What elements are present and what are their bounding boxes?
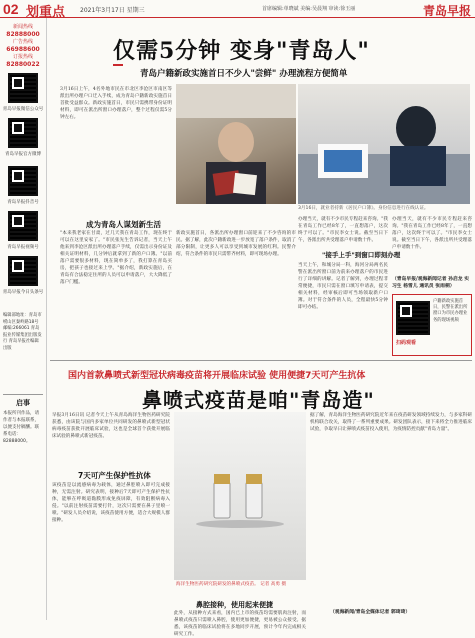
article2-subheading-2: 鼻腔接种，使用起来便捷 [196, 601, 273, 609]
douyin-qr-code[interactable] [8, 166, 38, 196]
editors: 首席编辑:单晓斌 美编:吴晨翔 审读:徐玉丽 [262, 6, 356, 12]
qr-label-video: 青岛早报视频号 [7, 245, 39, 250]
vaccine-vials-image [174, 412, 306, 580]
video-qr-code[interactable] [396, 301, 430, 335]
person-with-documents-image [176, 84, 296, 204]
hotline-subscribe-label: 订报热线 [12, 54, 33, 60]
vaccine-photo [174, 412, 306, 580]
issue-date: 2021年3月17日 星期三 [80, 7, 145, 14]
newspaper-logo: 青岛早报 [422, 4, 471, 18]
sidebar-divider [3, 394, 43, 395]
article1-column-1: "本来我老家在甘肃，过几天我在青岛工作，现在终于可以在这里安家了。"市民张先生告诉记者，当天上午他来到李沧区派出所办理落户手续，仅需出示身份证及相关证明材料，几分钟后就拿到了新的户口簿。"以前落户需要很多材料，现在简单多了，我打算在青岛买房，把孩子也接过来上学。"据介绍，新政实施后，在青岛有合法稳定住所的人员可以申请落户，大大降低了落户门槛。 [60, 231, 172, 285]
article1-column-3: 当天上午，和城分局一科，海河分局两名民警在派出所窗口前为前来办理落户的市民进行了详细的讲解。记者了解到，办理过程非常便捷，市民只需在窗口填写申请表，提交相关材料，经审核后即可当场领取新户口簿。对于符合条件的人员，全程最快5分钟即可办结。 [298, 263, 388, 310]
police-counter-image [298, 84, 470, 204]
qr-label-wechat: 青岛早报微信公众号 [2, 107, 44, 112]
article2-column-2: 此外，从接种方式来看，国内已上市的疫苗均需要肌肉注射，而鼻喷式疫苗只需喷入鼻腔，使用更加便捷，更易被公众接受。据悉，该疫苗的临床试验将在多地同步开展，预计今年内完成相关研究工作。 [174, 611, 306, 637]
article1-subheading-1: 成为青岛人谋划新生活 [86, 220, 161, 229]
article2-title: 鼻喷式疫苗是咱"青岛造" [142, 388, 375, 412]
article1-photo-right [298, 84, 470, 204]
article2-lead: 早报3月16日讯 记者今天上午从青岛海洋生物医药研究院获悉，由该院与国内多家单位共同研发的鼻喷式新型冠状病毒疫苗获批开展临床试验，这也是全球首个获批开展临床试验的鼻喷式新冠疫苗。 [52, 413, 170, 439]
video-scan-box [392, 294, 472, 356]
page-number: 02 [3, 1, 19, 17]
notice-title: 启事 [16, 399, 30, 407]
article2-byline: （观海新闻/青岛全媒体记者 郭琦琦） [330, 610, 411, 615]
scan-hint: 扫码观看 [396, 340, 417, 346]
hotline-ads-number: 66988600 [6, 46, 40, 53]
title-accent-line [113, 64, 123, 66]
qr-label-douyin: 青岛早报抖音号 [7, 200, 39, 205]
article2-column-1: 该疫苗是以流感病毒为载体，通过鼻腔喷入即可完成接种，无需注射。研究表明，接种后7天即可产生保护性抗体，能够在呼吸道黏膜形成免疫屏障，有效阻断病毒入侵。"以前注射疫苗需要打针，这次只需要在鼻子里喷一喷。"研发人员介绍说，该疫苗使用方便，适合大规模人群接种。 [52, 483, 170, 523]
hotline-news-number: 82888000 [6, 31, 40, 38]
publisher-info: 编辑部地址：青岛市崂山区秦岭路18号 邮编:266061 青岛报业传媒集团出版发行 青岛早报社编辑出版 [3, 313, 42, 351]
wechat-qr-code[interactable] [8, 73, 38, 103]
article1-lead: 3月16日上午，4名外地市民在市北区李沧区市南区等派出所办理户口迁入手续，成为青岛户籍新政实施首日首批受益群众。新政实施首日，市民只需携带身份证明材料，即可在派出所窗口办理落户，整个过程仅需5分钟左右。 [60, 87, 172, 120]
scan-description: 户籍新政实施首日，民警在派出所窗口为市民办理业务的现场视频 [433, 299, 468, 323]
article-divider [50, 360, 472, 361]
article1-title: 仅需5分钟 变身"青岛人" [113, 38, 370, 64]
article1-column-2: 新政实施首日，各派出所办理窗口前迎来了不少咨询的市民。据了解，此次户籍新政进一步放宽了落户条件，取消了部分限制，让更多人可以享受到城市发展的红利。民警介绍，符合条件的市民只需带齐材料，即可现场办理。 [176, 231, 296, 257]
sidebar [0, 18, 47, 620]
toutiao-qr-code[interactable] [8, 256, 38, 286]
article2-kicker: 国内首款鼻喷式新型冠状病毒疫苗将开展临床试验 使用便捷7天可产生抗体 [68, 371, 366, 381]
article2-subheading-1: 7天可产生保护性抗体 [78, 471, 151, 480]
notice-text: 本报所刊作品，请作者与本报联系，以便支付稿酬。联系电话：82888000。 [3, 411, 39, 444]
vaccine-photo-caption: 海洋生物医药研究院研发的鼻喷式疫苗。 记者 高勇 摄 [176, 582, 287, 587]
qr-label-weibo: 青岛早报官方微博 [5, 152, 41, 157]
article1-photo-left [176, 84, 296, 204]
video-qr-code[interactable] [8, 211, 38, 241]
qr-label-toutiao: 青岛早报今日头条号 [2, 290, 44, 295]
article1-subheading-2: "接手上手"到窗口即刻办理 [322, 251, 401, 259]
article1-column-2b: 办理当天，就有不少市民专程赶来咨询。"我在青岛工作已经8年了，一直想落户，这次终于可以了。"市民李女士说。截至当日下午，各派出所共受理落户申请数十件。 [298, 217, 388, 243]
hotline-news-label: 新闻热线 [12, 24, 33, 30]
page-header [0, 0, 475, 18]
article1-photo-caption: 3月16日，就业者持新《居民户口簿》。身份信息进行在线认证。 [298, 206, 429, 211]
section-name: 划重点 [26, 5, 66, 20]
weibo-qr-code[interactable] [8, 118, 38, 148]
article1-byline: （青岛早报/观海新闻记者 孙启龙 实习生 杨雪儿 通讯员 张雨桐） [392, 277, 470, 289]
article1-column-4: 办理当天，就有不少市民专程赶来咨询。"我在青岛工作已经8年了，一直想落户，这次终于可以了。"市民李女士说。截至当日下午，各派出所共受理落户申请数十件。 [392, 217, 472, 250]
hotline-subscribe-number: 82880022 [6, 61, 40, 68]
hotline-ads-label: 广告热线 [12, 39, 33, 45]
article1-subtitle: 青岛户籍新政实施首日不少人"尝鲜" 办理流程方便简单 [140, 69, 348, 79]
article2-column-3: 据了解，青岛海洋生物医药研究院近年来在疫苗研发领域持续发力，与多家科研机构联合攻关，取得了一系列重要成果。研发团队表示，接下来将全力推进临床试验，争取早日让鼻喷式疫苗投入使用，为疫情防控贡献"青岛力量"。 [310, 413, 472, 432]
